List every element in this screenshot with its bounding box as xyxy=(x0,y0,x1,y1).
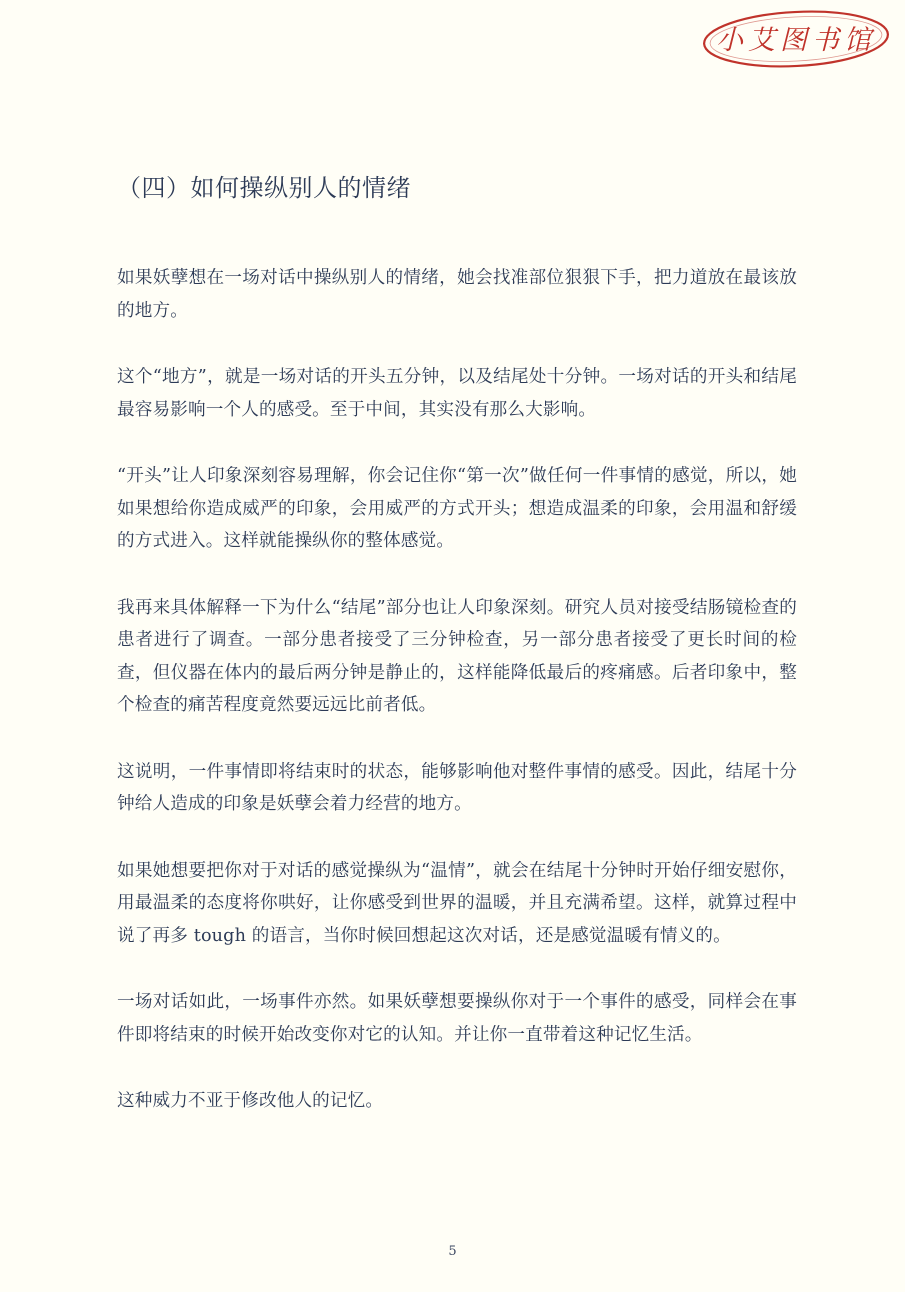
paragraph: 这个“地方”，就是一场对话的开头五分钟，以及结尾处十分钟。一场对话的开头和结尾最容易影响一个人的感受。至于中间，其实没有那么大影响。 xyxy=(117,367,797,420)
paragraph: 如果她想要把你对于对话的感觉操纵为“温情”，就会在结尾十分钟时开始仔细安慰你，用最温柔的态度将你哄好，让你感受到世界的温暖，并且充满希望。这样，就算过程中说了再多 tough 的语言，当你时候回想起这次对话，还是感觉温暖有情义的。 xyxy=(117,860,797,946)
paragraph: 如果妖孽想在一场对话中操纵别人的情绪，她会找准部位狠狠下手，把力道放在最该放的地方。 xyxy=(117,268,797,321)
paragraph: 一场对话如此，一场事件亦然。如果妖孽想要操纵你对于一个事件的感受，同样会在事件即将结束的时候开始改变你对它的认知。并让你一直带着这种记忆生活。 xyxy=(117,992,797,1045)
paragraph: 这说明，一件事情即将结束时的状态，能够影响他对整件事情的感受。因此，结尾十分钟给人造成的印象是妖孽会着力经营的地方。 xyxy=(117,761,797,814)
paragraph: “开头”让人印象深刻容易理解，你会记住你“第一次”做任何一件事情的感觉，所以，她如果想给你造成威严的印象，会用威严的方式开头；想造成温柔的印象，会用温和舒缓的方式进入。这样就能操纵你的整体感觉。 xyxy=(117,466,797,551)
svg-text:小艾图书馆: 小艾图书馆 xyxy=(716,25,876,56)
library-seal-logo xyxy=(700,8,892,70)
paragraph: 这种威力不亚于修改他人的记忆。 xyxy=(117,1091,384,1111)
chapter-title: （四）如何操纵别人的情绪 xyxy=(117,174,411,202)
paragraph: 我再来具体解释一下为什么“结尾”部分也让人印象深刻。研究人员对接受结肠镜检查的患者进行了调查。一部分患者接受了三分钟检查，另一部分患者接受了更长时间的检查，但仪器在体内的最后两分钟是静止的，这样能降低最后的疼痛感。后者印象中，整个检查的痛苦程度竟然要远远比前者低。 xyxy=(117,597,797,715)
page-number: 5 xyxy=(448,1244,457,1259)
body-text xyxy=(117,262,797,1118)
